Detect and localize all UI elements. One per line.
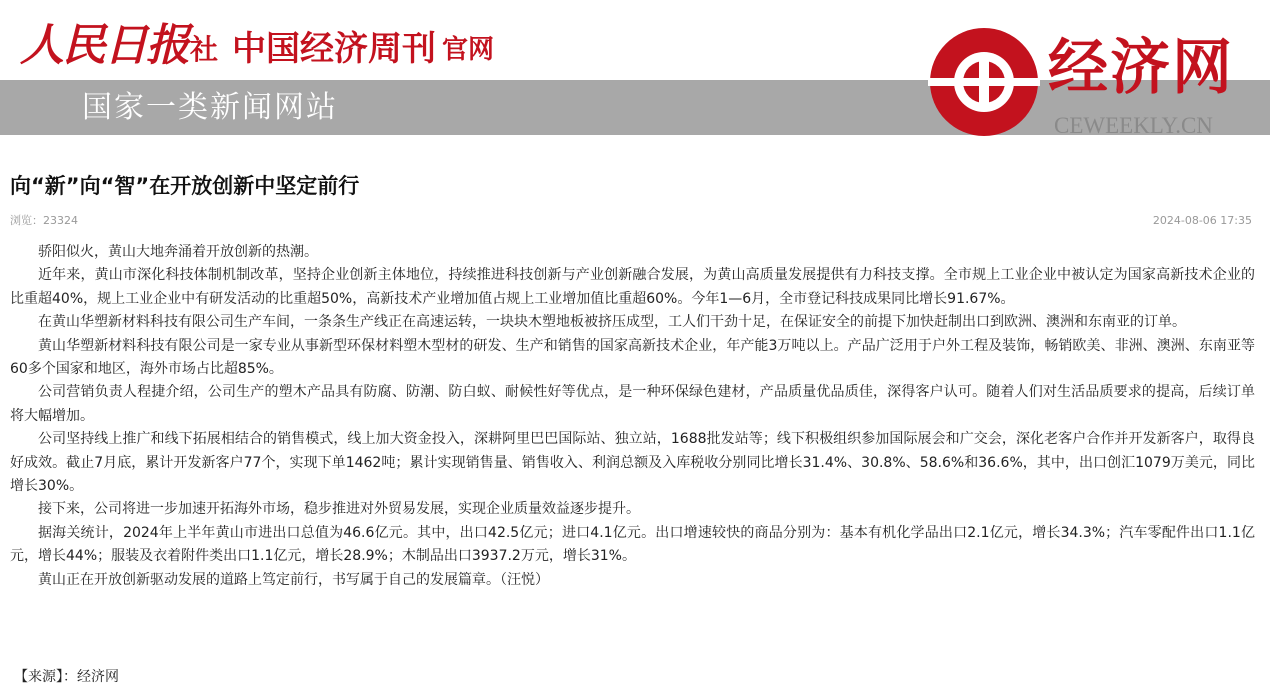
brand-official-site: 官网 <box>442 35 495 65</box>
paragraph: 据海关统计，2024年上半年黄山市进出口总值为46.6亿元。其中，出口42.5亿元；进口4.1亿元。出口增速较快的商品分别为：基本有机化学品出口2.1亿元，增长34.3%；汽车零配件出口1.1亿元，增长44%；服装及衣着附件类出口1.1亿元，增长28.9%；木制品出口3937.2万元，增长31%。 <box>10 524 1255 565</box>
logo-wordmark[interactable]: 经济网 <box>1048 33 1234 103</box>
band-slogan: 国家一类新闻网站 <box>82 90 338 125</box>
paragraph: 公司坚持线上推广和线下拓展相结合的销售模式，线上加大资金投入，深耕阿里巴巴国际站、独立站，1688批发站等；线下积极组织参加国际展会和广交会，深化老客户合作并开发新客户，取得良好成效。截止7月底，累计开发新客户77个，实现下单1462吨；累计实现销售量、销售收入、利润总额及入库税收分别同比增长31.4%、30.8%、58.6%和36.6%，其中，出口创汇1079万美元，同比增长30%。 <box>10 431 1255 495</box>
brand-she: 社 <box>190 33 219 66</box>
view-count <box>10 212 78 230</box>
paragraph: 黄山华塑新材料科技有限公司是一家专业从事新型环保材料塑木型材的研发、生产和销售的国家高新技术企业，年产能3万吨以上。产品广泛用于户外工程及装饰，畅销欧美、非洲、澳洲、东南亚等60多个国家和地区，海外市场占比超85%。 <box>10 337 1255 378</box>
ceweekly-logo-icon[interactable] <box>928 26 1040 138</box>
article-title: 向“新”向“智”在开放创新中坚定前行 <box>10 174 360 198</box>
logo-domain: CEWEEKLY.CN <box>1054 113 1213 138</box>
article-source <box>14 666 119 688</box>
site-header <box>0 0 1270 155</box>
brand-lockup[interactable] <box>20 14 494 74</box>
paragraph: 接下来，公司将进一步加速开拓海外市场，稳步推进对外贸易发展，实现企业质量效益逐步提升。 <box>38 501 640 518</box>
paragraph: 公司营销负责人程捷介绍，公司生产的塑木产品具有防腐、防潮、防白蚁、耐候性好等优点，是一种环保绿色建材，产品质量优品质佳，深得客户认可。随着人们对生活品质要求的提高，后续订单将大幅增加。 <box>10 384 1255 424</box>
article-body <box>10 241 1255 592</box>
brand-china-economic-weekly: 中国经济周刊 <box>232 29 437 69</box>
paragraph: 骄阳似火，黄山大地奔涌着开放创新的热潮。 <box>38 244 318 260</box>
source-label: 【来源】： <box>14 669 77 685</box>
publish-datetime: 2024-08-06 17:35 <box>1152 214 1252 227</box>
view-count-value: 23324 <box>43 214 78 227</box>
brand-people-daily: 人民日报 <box>20 20 188 71</box>
view-count-label: 浏览： <box>10 214 43 227</box>
paragraph: 近年来，黄山市深化科技体制机制改革，坚持企业创新主体地位，持续推进科技创新与产业创新融合发展，为黄山高质量发展提供有力科技支撑。全市规上工业企业中被认定为国家高新技术企业的比重超40%，规上工业企业中有研发活动的比重超50%，高新技术产业增加值占规上工业增加值比重超60%。今年1—6月，全市登记科技成果同比增长91.67%。 <box>10 267 1255 307</box>
source-name[interactable]: 经济网 <box>77 669 119 685</box>
paragraph: 在黄山华塑新材料科技有限公司生产车间，一条条生产线正在高速运转，一块块木塑地板被挤压成型，工人们干劲十足，在保证安全的前提下加快赶制出口到欧洲、澳洲和东南亚的订单。 <box>38 314 1186 331</box>
paragraph: 黄山正在开放创新驱动发展的道路上笃定前行，书写属于自己的发展篇章。（汪悦） <box>38 571 549 588</box>
